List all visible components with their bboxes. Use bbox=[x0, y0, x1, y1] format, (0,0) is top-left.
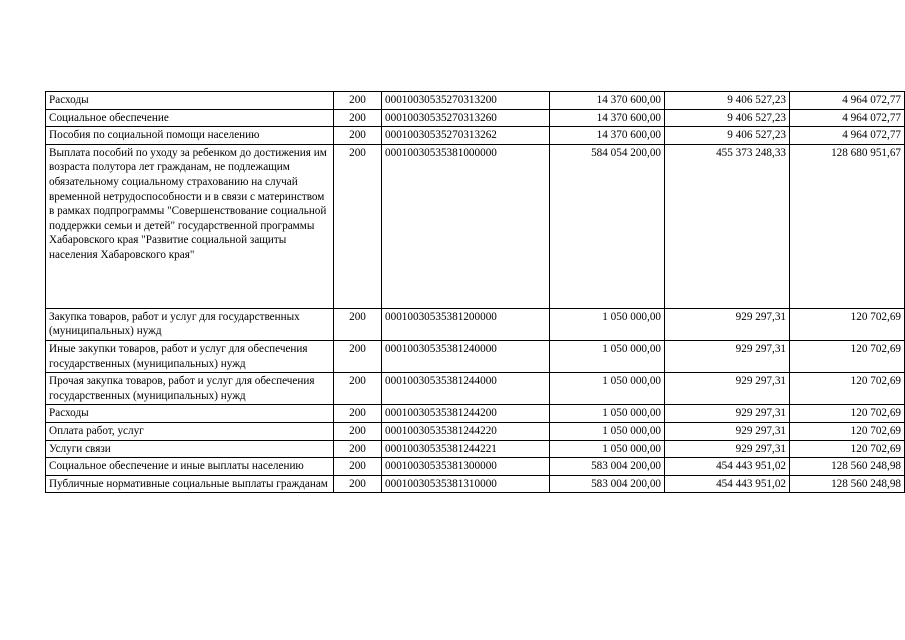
table-row bbox=[46, 458, 905, 476]
classification-code-cell: 00010030535381244200 bbox=[382, 405, 550, 423]
approved-amount-cell: 1 050 000,00 bbox=[550, 422, 665, 440]
classification-code-cell: 00010030535381244221 bbox=[382, 440, 550, 458]
classification-code-cell: 00010030535270313200 bbox=[382, 92, 550, 110]
executed-amount-cell: 9 406 527,23 bbox=[665, 92, 790, 110]
line-code-cell: 200 bbox=[334, 92, 382, 110]
expense-name-cell: Иные закупки товаров, работ и услуг для обеспечения государственных (муниципальных) нужд bbox=[46, 340, 334, 372]
expense-name-cell: Расходы bbox=[46, 405, 334, 423]
remaining-amount-cell: 4 964 072,77 bbox=[790, 92, 905, 110]
approved-amount-cell: 14 370 600,00 bbox=[550, 109, 665, 127]
expense-name-cell: Прочая закупка товаров, работ и услуг для обеспечения государственных (муниципальных) нужд bbox=[46, 373, 334, 405]
table-row bbox=[46, 422, 905, 440]
classification-code-cell: 00010030535381244220 bbox=[382, 422, 550, 440]
remaining-amount-cell: 120 702,69 bbox=[790, 405, 905, 423]
approved-amount-cell: 1 050 000,00 bbox=[550, 405, 665, 423]
classification-code-cell: 00010030535381240000 bbox=[382, 340, 550, 372]
approved-amount-cell: 584 054 200,00 bbox=[550, 144, 665, 308]
table-row bbox=[46, 475, 905, 493]
table-row bbox=[46, 405, 905, 423]
executed-amount-cell: 454 443 951,02 bbox=[665, 458, 790, 476]
line-code-cell: 200 bbox=[334, 475, 382, 493]
executed-amount-cell: 455 373 248,33 bbox=[665, 144, 790, 308]
line-code-cell: 200 bbox=[334, 127, 382, 145]
expense-name-cell: Закупка товаров, работ и услуг для государственных (муниципальных) нужд bbox=[46, 308, 334, 340]
classification-code-cell: 00010030535270313262 bbox=[382, 127, 550, 145]
classification-code-cell: 00010030535381000000 bbox=[382, 144, 550, 308]
expense-name-cell: Публичные нормативные социальные выплаты гражданам bbox=[46, 475, 334, 493]
classification-code-cell: 00010030535270313260 bbox=[382, 109, 550, 127]
approved-amount-cell: 14 370 600,00 bbox=[550, 92, 665, 110]
remaining-amount-cell: 128 560 248,98 bbox=[790, 458, 905, 476]
approved-amount-cell: 583 004 200,00 bbox=[550, 475, 665, 493]
remaining-amount-cell: 120 702,69 bbox=[790, 308, 905, 340]
approved-amount-cell: 1 050 000,00 bbox=[550, 308, 665, 340]
line-code-cell: 200 bbox=[334, 458, 382, 476]
budget-execution-table bbox=[45, 91, 905, 493]
executed-amount-cell: 929 297,31 bbox=[665, 422, 790, 440]
approved-amount-cell: 14 370 600,00 bbox=[550, 127, 665, 145]
table-row bbox=[46, 308, 905, 340]
remaining-amount-cell: 128 560 248,98 bbox=[790, 475, 905, 493]
table-row bbox=[46, 373, 905, 405]
line-code-cell: 200 bbox=[334, 422, 382, 440]
expense-name-cell: Услуги связи bbox=[46, 440, 334, 458]
classification-code-cell: 00010030535381300000 bbox=[382, 458, 550, 476]
table-row bbox=[46, 440, 905, 458]
line-code-cell: 200 bbox=[334, 405, 382, 423]
executed-amount-cell: 929 297,31 bbox=[665, 308, 790, 340]
executed-amount-cell: 9 406 527,23 bbox=[665, 109, 790, 127]
table-row bbox=[46, 340, 905, 372]
remaining-amount-cell: 120 702,69 bbox=[790, 340, 905, 372]
line-code-cell: 200 bbox=[334, 308, 382, 340]
line-code-cell: 200 bbox=[334, 440, 382, 458]
line-code-cell: 200 bbox=[334, 373, 382, 405]
executed-amount-cell: 9 406 527,23 bbox=[665, 127, 790, 145]
remaining-amount-cell: 120 702,69 bbox=[790, 440, 905, 458]
table-row bbox=[46, 109, 905, 127]
classification-code-cell: 00010030535381244000 bbox=[382, 373, 550, 405]
expense-name-cell: Социальное обеспечение bbox=[46, 109, 334, 127]
table-row bbox=[46, 127, 905, 145]
executed-amount-cell: 929 297,31 bbox=[665, 373, 790, 405]
expense-name-cell: Пособия по социальной помощи населению bbox=[46, 127, 334, 145]
approved-amount-cell: 1 050 000,00 bbox=[550, 373, 665, 405]
executed-amount-cell: 929 297,31 bbox=[665, 440, 790, 458]
expense-name-cell: Оплата работ, услуг bbox=[46, 422, 334, 440]
expense-name-cell: Социальное обеспечение и иные выплаты населению bbox=[46, 458, 334, 476]
remaining-amount-cell: 120 702,69 bbox=[790, 422, 905, 440]
executed-amount-cell: 929 297,31 bbox=[665, 405, 790, 423]
approved-amount-cell: 1 050 000,00 bbox=[550, 340, 665, 372]
budget-report-page bbox=[45, 91, 905, 493]
expense-name-cell: Расходы bbox=[46, 92, 334, 110]
remaining-amount-cell: 4 964 072,77 bbox=[790, 127, 905, 145]
executed-amount-cell: 929 297,31 bbox=[665, 340, 790, 372]
table-row bbox=[46, 92, 905, 110]
remaining-amount-cell: 120 702,69 bbox=[790, 373, 905, 405]
classification-code-cell: 00010030535381310000 bbox=[382, 475, 550, 493]
classification-code-cell: 00010030535381200000 bbox=[382, 308, 550, 340]
expense-name-cell: Выплата пособий по уходу за ребенком до достижения им возраста полутора лет гражданам, не подлежащим обязательному социальному страхованию на случай временной нетрудоспособности и в связи с материнством в рамках подпрограммы "Совершенствование социальной поддержки семьи и детей" государственной программы Хабаровского края "Развитие социальной защиты населения Хабаровского края" bbox=[46, 144, 334, 308]
line-code-cell: 200 bbox=[334, 109, 382, 127]
line-code-cell: 200 bbox=[334, 144, 382, 308]
executed-amount-cell: 454 443 951,02 bbox=[665, 475, 790, 493]
approved-amount-cell: 583 004 200,00 bbox=[550, 458, 665, 476]
line-code-cell: 200 bbox=[334, 340, 382, 372]
approved-amount-cell: 1 050 000,00 bbox=[550, 440, 665, 458]
remaining-amount-cell: 4 964 072,77 bbox=[790, 109, 905, 127]
table-row bbox=[46, 144, 905, 308]
remaining-amount-cell: 128 680 951,67 bbox=[790, 144, 905, 308]
